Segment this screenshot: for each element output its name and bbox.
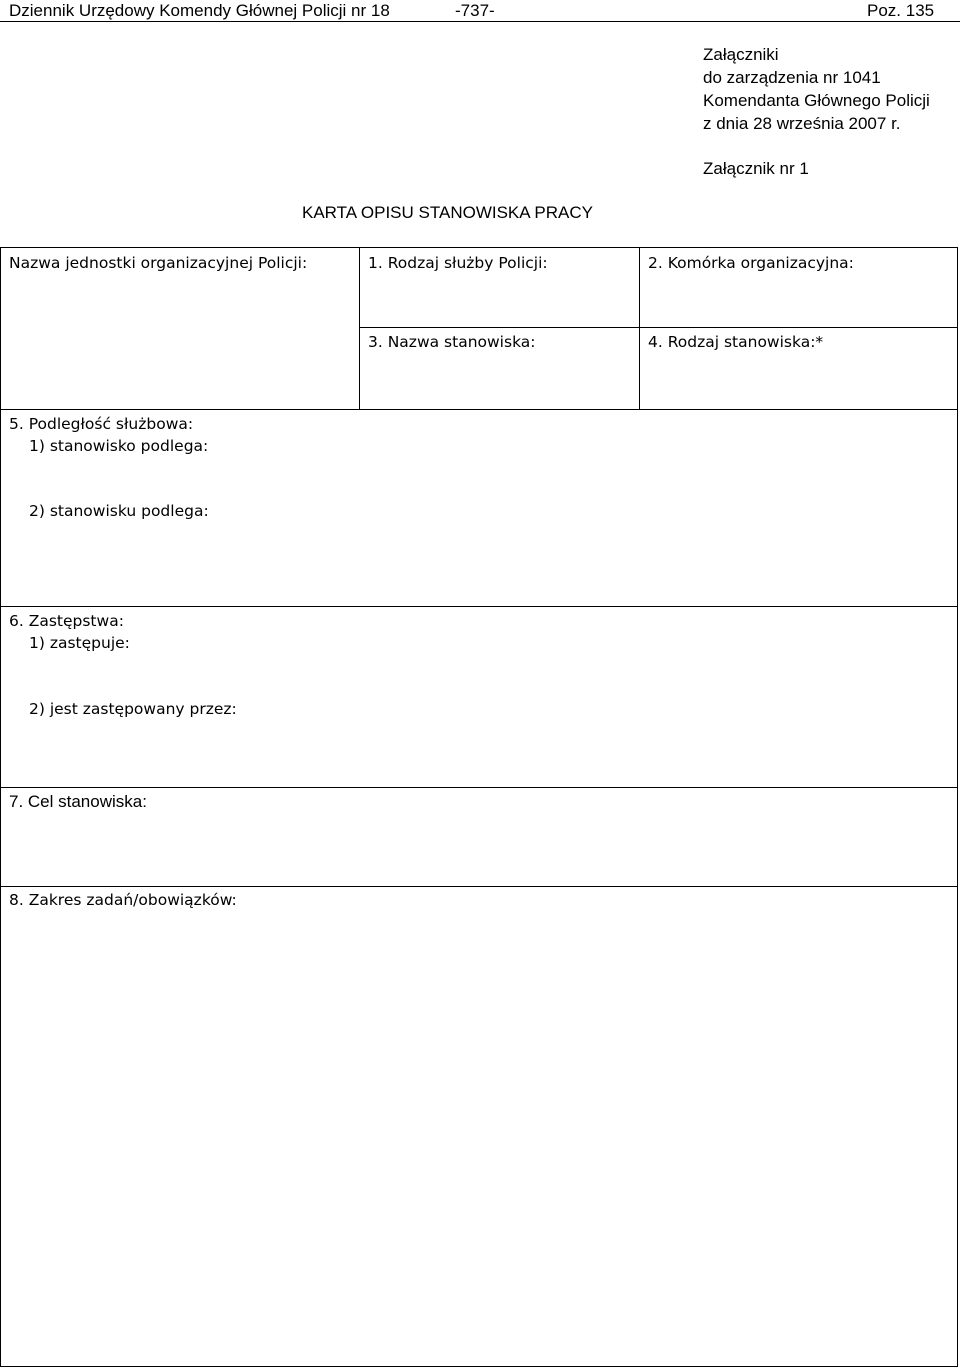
- subordination-item-2: 2) stanowisku podlega:: [29, 502, 209, 520]
- service-type-cell: [359, 247, 640, 328]
- substitution-title: 6. Zastępstwa:: [9, 612, 124, 630]
- annex-line-3: Komendanta Głównego Policji: [703, 91, 930, 110]
- header-rule: [0, 21, 960, 22]
- duties-label: 8. Zakres zadań/obowiązków:: [9, 891, 237, 909]
- publication-title: Dziennik Urzędowy Komendy Głównej Policji nr 18: [9, 1, 390, 20]
- annex-line-2: do zarządzenia nr 1041: [703, 68, 881, 87]
- subordination-item-1: 1) stanowisko podlega:: [29, 437, 209, 455]
- position-type-cell: [639, 327, 958, 410]
- unit-name-cell: [0, 247, 360, 410]
- subordination-cell: [0, 409, 958, 607]
- position-type-label: 4. Rodzaj stanowiska:*: [648, 333, 824, 351]
- substitution-item-1: 1) zastępuje:: [29, 634, 130, 652]
- position-name-cell: [359, 327, 640, 410]
- annex-block: [703, 43, 930, 135]
- form-title: KARTA OPISU STANOWISKA PRACY: [302, 203, 593, 222]
- annex-line-1: Załączniki: [703, 45, 779, 64]
- duties-cell: [0, 886, 958, 1367]
- annex-number: Załącznik nr 1: [703, 159, 809, 178]
- substitution-cell: [0, 606, 958, 788]
- unit-name-label: Nazwa jednostki organizacyjnej Policji:: [9, 254, 308, 272]
- service-type-label: 1. Rodzaj służby Policji:: [368, 254, 548, 272]
- org-cell-cell: [639, 247, 958, 328]
- substitution-item-2: 2) jest zastępowany przez:: [29, 700, 237, 718]
- goal-label: 7. Cel stanowiska:: [9, 792, 147, 811]
- position-name-label: 3. Nazwa stanowiska:: [368, 333, 536, 351]
- page-number: -737-: [455, 1, 495, 20]
- org-cell-label: 2. Komórka organizacyjna:: [648, 254, 854, 272]
- subordination-title: 5. Podległość służbowa:: [9, 415, 194, 433]
- goal-cell: [0, 787, 958, 887]
- annex-line-4: z dnia 28 września 2007 r.: [703, 114, 901, 133]
- position-number: Poz. 135: [867, 1, 935, 20]
